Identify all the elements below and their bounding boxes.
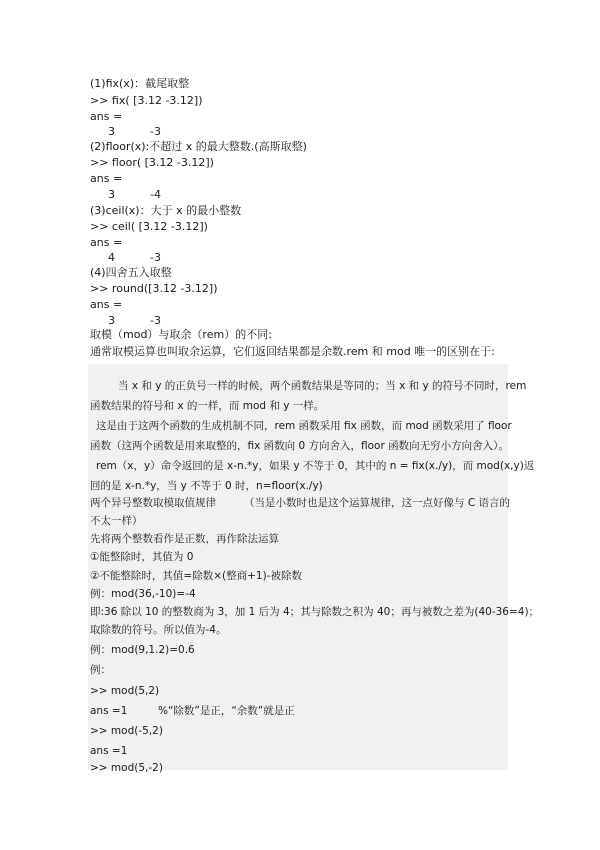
fix-title: (1)fix(x)：截尾取整: [90, 77, 190, 90]
round-ans-label: ans =: [90, 298, 123, 311]
ceil-value-2: -3: [150, 251, 161, 264]
floor-ans-label: ans =: [90, 172, 123, 185]
round-command: >> round([3.12 -3.12]): [90, 282, 218, 295]
command-mod-5-2: >> mod(5,2): [90, 685, 160, 697]
box-paragraph-3a: rem（x，y）命令返回的是 x-n.*y，如果 y 不等于 0，其中的 n = fix(x./y)，而 mod(x,y)返: [96, 460, 535, 472]
ceil-command: >> ceil( [3.12 -3.12]): [90, 220, 208, 233]
floor-title: (2)floor(x):不超过 x 的最大整数.(高斯取整): [90, 140, 307, 153]
fix-value-2: -3: [150, 125, 161, 138]
answer-2: ans =1: [90, 745, 128, 757]
fix-command: >> fix( [3.12 -3.12]): [90, 94, 203, 107]
comment-text: %“除数”是正，“余数”就是正: [158, 705, 295, 717]
ceil-title: (3)ceil(x)：大于 x 的最小整数: [90, 204, 242, 217]
mod-rem-title: 取模（mod）与取余（rem）的不同:: [90, 328, 272, 341]
command-mod-neg5-2: >> mod(-5,2): [90, 725, 163, 737]
command-mod-5-neg2: >> mod(5,-2): [90, 762, 163, 774]
box-paragraph-2b: 函数（这两个函数是用来取整的，fix 函数向 0 方向舍入，floor 函数向无穷小方向舍入）。: [90, 440, 509, 452]
floor-value-1: 3: [108, 188, 115, 201]
answer-1: ans =1: [90, 705, 128, 717]
rule-note-cont: 不太一样）: [90, 515, 143, 527]
floor-command: >> floor( [3.12 -3.12]): [90, 156, 214, 169]
round-value-2: -3: [150, 314, 161, 327]
case-1: ①能整除时，其值为 0: [90, 551, 194, 563]
case-2: ②不能整除时，其值=除数×(整商+1)-被除数: [90, 570, 302, 582]
ceil-ans-label: ans =: [90, 236, 123, 249]
example-1: 例：mod(36,-10)=-4: [90, 588, 196, 600]
ceil-value-1: 4: [108, 251, 115, 264]
rule-heading: 两个异号整数取模取值规律: [90, 497, 216, 509]
fix-value-1: 3: [108, 125, 115, 138]
box-paragraph-2a: 这是由于这两个函数的生成机制不同，rem 函数采用 fix 函数，而 mod 函数采用了 floor: [96, 420, 512, 432]
floor-value-2: -4: [150, 188, 161, 201]
box-paragraph-1a: 当 x 和 y 的正负号一样的时候，两个函数结果是等同的；当 x 和 y 的符号不同时，rem: [118, 380, 527, 392]
box-paragraph-1b: 函数结果的符号和 x 的一样，而 mod 和 y 一样。: [90, 400, 325, 412]
example-3: 例：: [90, 664, 111, 676]
example-1-explanation-a: 即:36 除以 10 的整数商为 3，加 1 后为 4；其与除数之积为 40；再与被数之差为(40-36=4)；: [90, 606, 540, 618]
example-2: 例：mod(9,1.2)=0.6: [90, 644, 195, 656]
mod-rem-intro: 通常取模运算也叫取余运算，它们返回结果都是余数.rem 和 mod 唯一的区别在于:: [90, 345, 495, 358]
box-paragraph-3b: 回的是 x-n.*y，当 y 不等于 0 时，n=floor(x./y): [90, 480, 323, 492]
example-1-explanation-b: 取除数的符号。所以值为-4。: [90, 624, 227, 636]
rule-note: （当是小数时也是这个运算规律，这一点好像与 C 语言的: [244, 497, 511, 509]
round-title: (4)四舍五入取整: [90, 266, 172, 279]
round-value-1: 3: [108, 314, 115, 327]
fix-ans-label: ans =: [90, 110, 123, 123]
method-text: 先将两个整数看作是正数，再作除法运算: [90, 533, 279, 545]
